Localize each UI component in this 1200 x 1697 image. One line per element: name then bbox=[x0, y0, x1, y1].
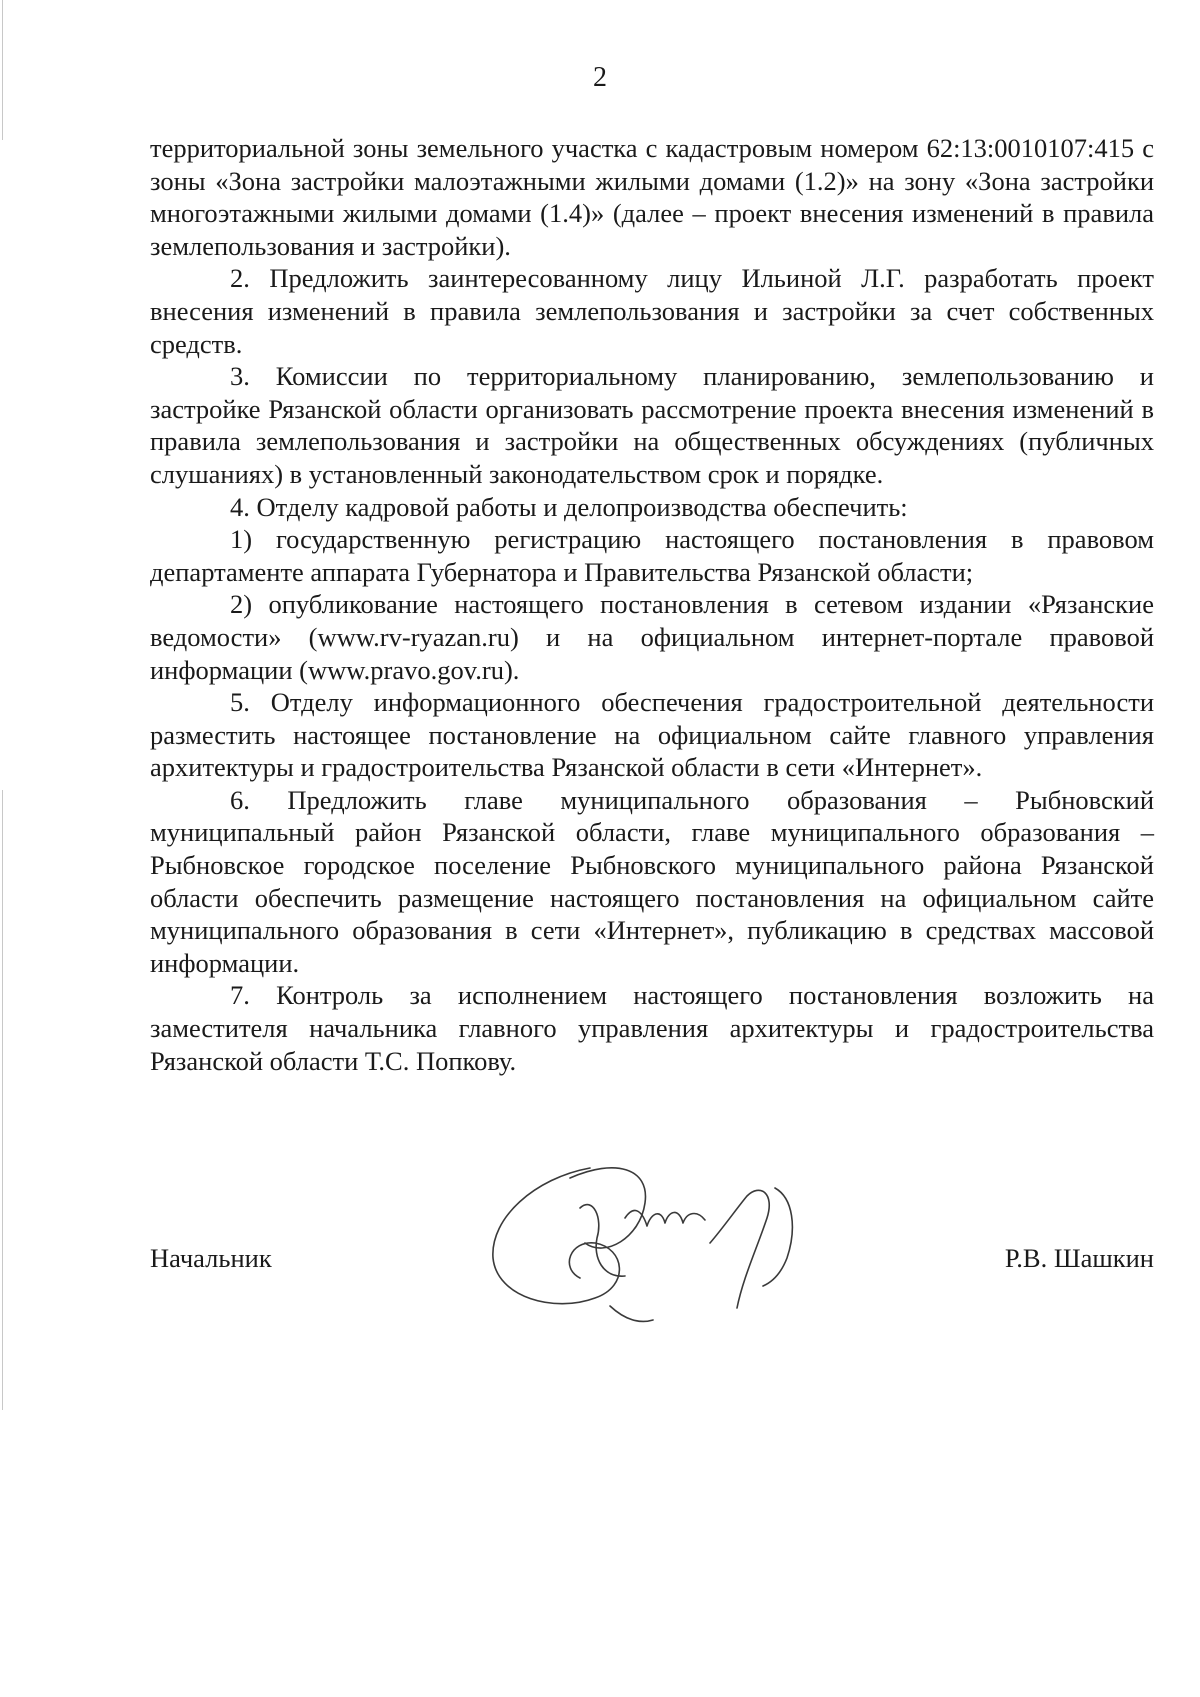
paragraph-item-3: 3. Комиссии по территориальному планированию, землепользованию и застройке Рязанской области организовать рассмотрение проекта внесения изменений в правила землепользования и застройки на общественных обсуждениях (публичных слушаниях) в установленный законодательством срок и порядке. bbox=[150, 361, 1154, 489]
paragraph-item-4-1: 1) государственную регистрацию настоящего постановления в правовом департаменте аппарата Губернатора и Правительства Рязанской области; bbox=[150, 524, 1154, 587]
page-number: 2 bbox=[593, 62, 607, 93]
paragraph-item-4-2: 2) опубликование настоящего постановления в сетевом издании «Рязанские ведомости» (www.rv-ryazan.ru) и на официальном интернет-портале правовой информации (www.pravo.gov.ru). bbox=[150, 589, 1154, 685]
paragraph-item-5: 5. Отделу информационного обеспечения градостроительной деятельности разместить настоящее постановление на официальном сайте главного управления архитектуры и градостроительства Рязанской области в сети «Интернет». bbox=[150, 687, 1154, 783]
signer-title: Начальник bbox=[150, 1243, 272, 1273]
paragraph-item-4: 4. Отделу кадровой работы и делопроизводства обеспечить: bbox=[230, 491, 908, 522]
paragraph-item-7: 7. Контроль за исполнением настоящего постановления возложить на заместителя начальника главного управления архитектуры и градостроительства Рязанской области Т.С. Попкову. bbox=[150, 980, 1154, 1076]
paragraph-item-6: 6. Предложить главе муниципального образования – Рыбновский муниципальный район Рязанской области, главе муниципального образования – Рыбновское городское поселение Рыбновского муниципального района Рязанской области обеспечить размещение настоящего постановления на официальном сайте муниципального образования в сети «Интернет», публикацию в средствах массовой информации. bbox=[150, 784, 1154, 978]
paragraph-zone-change: территориальной зоны земельного участка с кадастровым номером 62:13:0010107:415 с зоны «Зона застройки малоэтажными жилыми домами (1.2)» на зону «Зона застройки многоэтажными жилыми домами (1.4)» (далее – проект внесения изменений в правила землепользования и застройки). bbox=[150, 133, 1154, 261]
scan-edge-line bbox=[2, 790, 3, 1410]
document-body bbox=[150, 132, 1154, 1077]
signature-block bbox=[150, 1232, 1154, 1292]
paragraph-item-2: 2. Предложить заинтересованному лицу Ильиной Л.Г. разработать проект внесения изменений в правила землепользования и застройки за счет собственных средств. bbox=[150, 263, 1154, 359]
signer-name: Р.В. Шашкин bbox=[1004, 1243, 1154, 1273]
